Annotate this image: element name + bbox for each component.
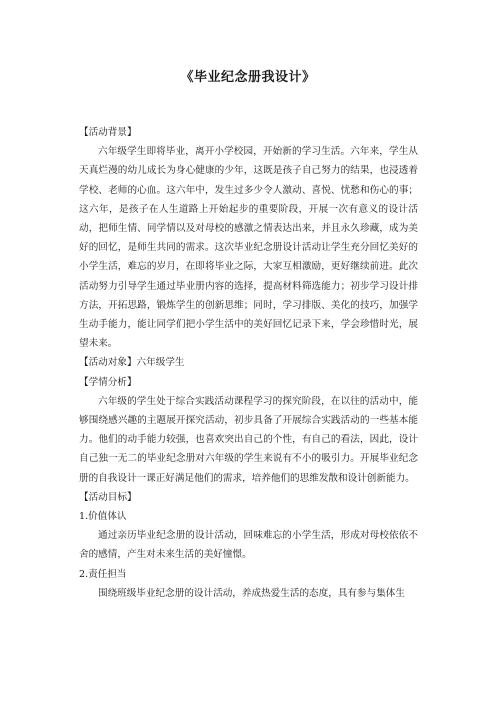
object-line: 【活动对象】六年级学生 <box>79 357 185 369</box>
paragraph-analysis: 六年级的学生处于综合实践活动课程学习的探究阶段，在以往的活动中，能够围绕感兴趣的主题展开探究活动，初步具备了开展综合实践活动的一些基本能力。他们的动手能力较强，也喜欢突出自己的个性，有自己的看法，因此，设计自己独一无二的毕业纪念册对六年级的学生来说有不小的吸引力。开展毕业纪念册的自我设计一课正好满足他们的需求，培养他们的思维发散和设计创新能力。 <box>79 395 418 484</box>
document-body <box>79 123 418 603</box>
section-heading-background: 【活动背景】 <box>79 127 137 138</box>
document-title: 《毕业纪念册我设计》 <box>180 70 316 85</box>
section-heading-analysis: 【学情分析】 <box>79 376 137 388</box>
section-heading-goals: 【活动目标】 <box>79 491 137 503</box>
goal-2-title: 2.责任担当 <box>79 568 127 580</box>
goal-1-title: 1.价值体认 <box>79 511 127 523</box>
paragraph-background: 六年级学生即将毕业，离开小学校园，开始新的学习生活。六年来，学生从天真烂漫的幼儿成长为身心健康的少年，这既是孩子自己努力的结果，也浸透着学校、老师的心血。这六年中，发生过多少令人激动、喜悦、忧愁和伤心的事；这六年，是孩子在人生道路上开始起步的重要阶段，开展一次有意义的设计活动，把师生情、同学情以及对母校的感激之情表达出来，并且永久珍藏，成为美好的回忆，是师生共同的需求。这次毕业纪念册设计活动让学生充分回忆美好的小学生活，难忘的岁月，在即将毕业之际，大家互相激励，更好继续前进。此次活动努力引导学生通过毕业册内容的选择，提高材料筛选能力；初步学习设计排方法，开拓思路，锻炼学生的创新思维；同时，学习排版、美化的技巧，加强学生动手能力，能让同学们把小学生活中的美好回忆记录下来，学会珍惜时光，展望未来。 <box>79 146 418 350</box>
goal-2-text: 围绕班级毕业纪念册的设计活动，养成热爱生活的态度，具有参与集体生 <box>98 587 405 599</box>
goal-1-text: 通过亲历毕业纪念册的设计活动，回味难忘的小学生活，形成对母校依依不舍的感情，产生对未来生活的美好憧憬。 <box>79 530 418 561</box>
